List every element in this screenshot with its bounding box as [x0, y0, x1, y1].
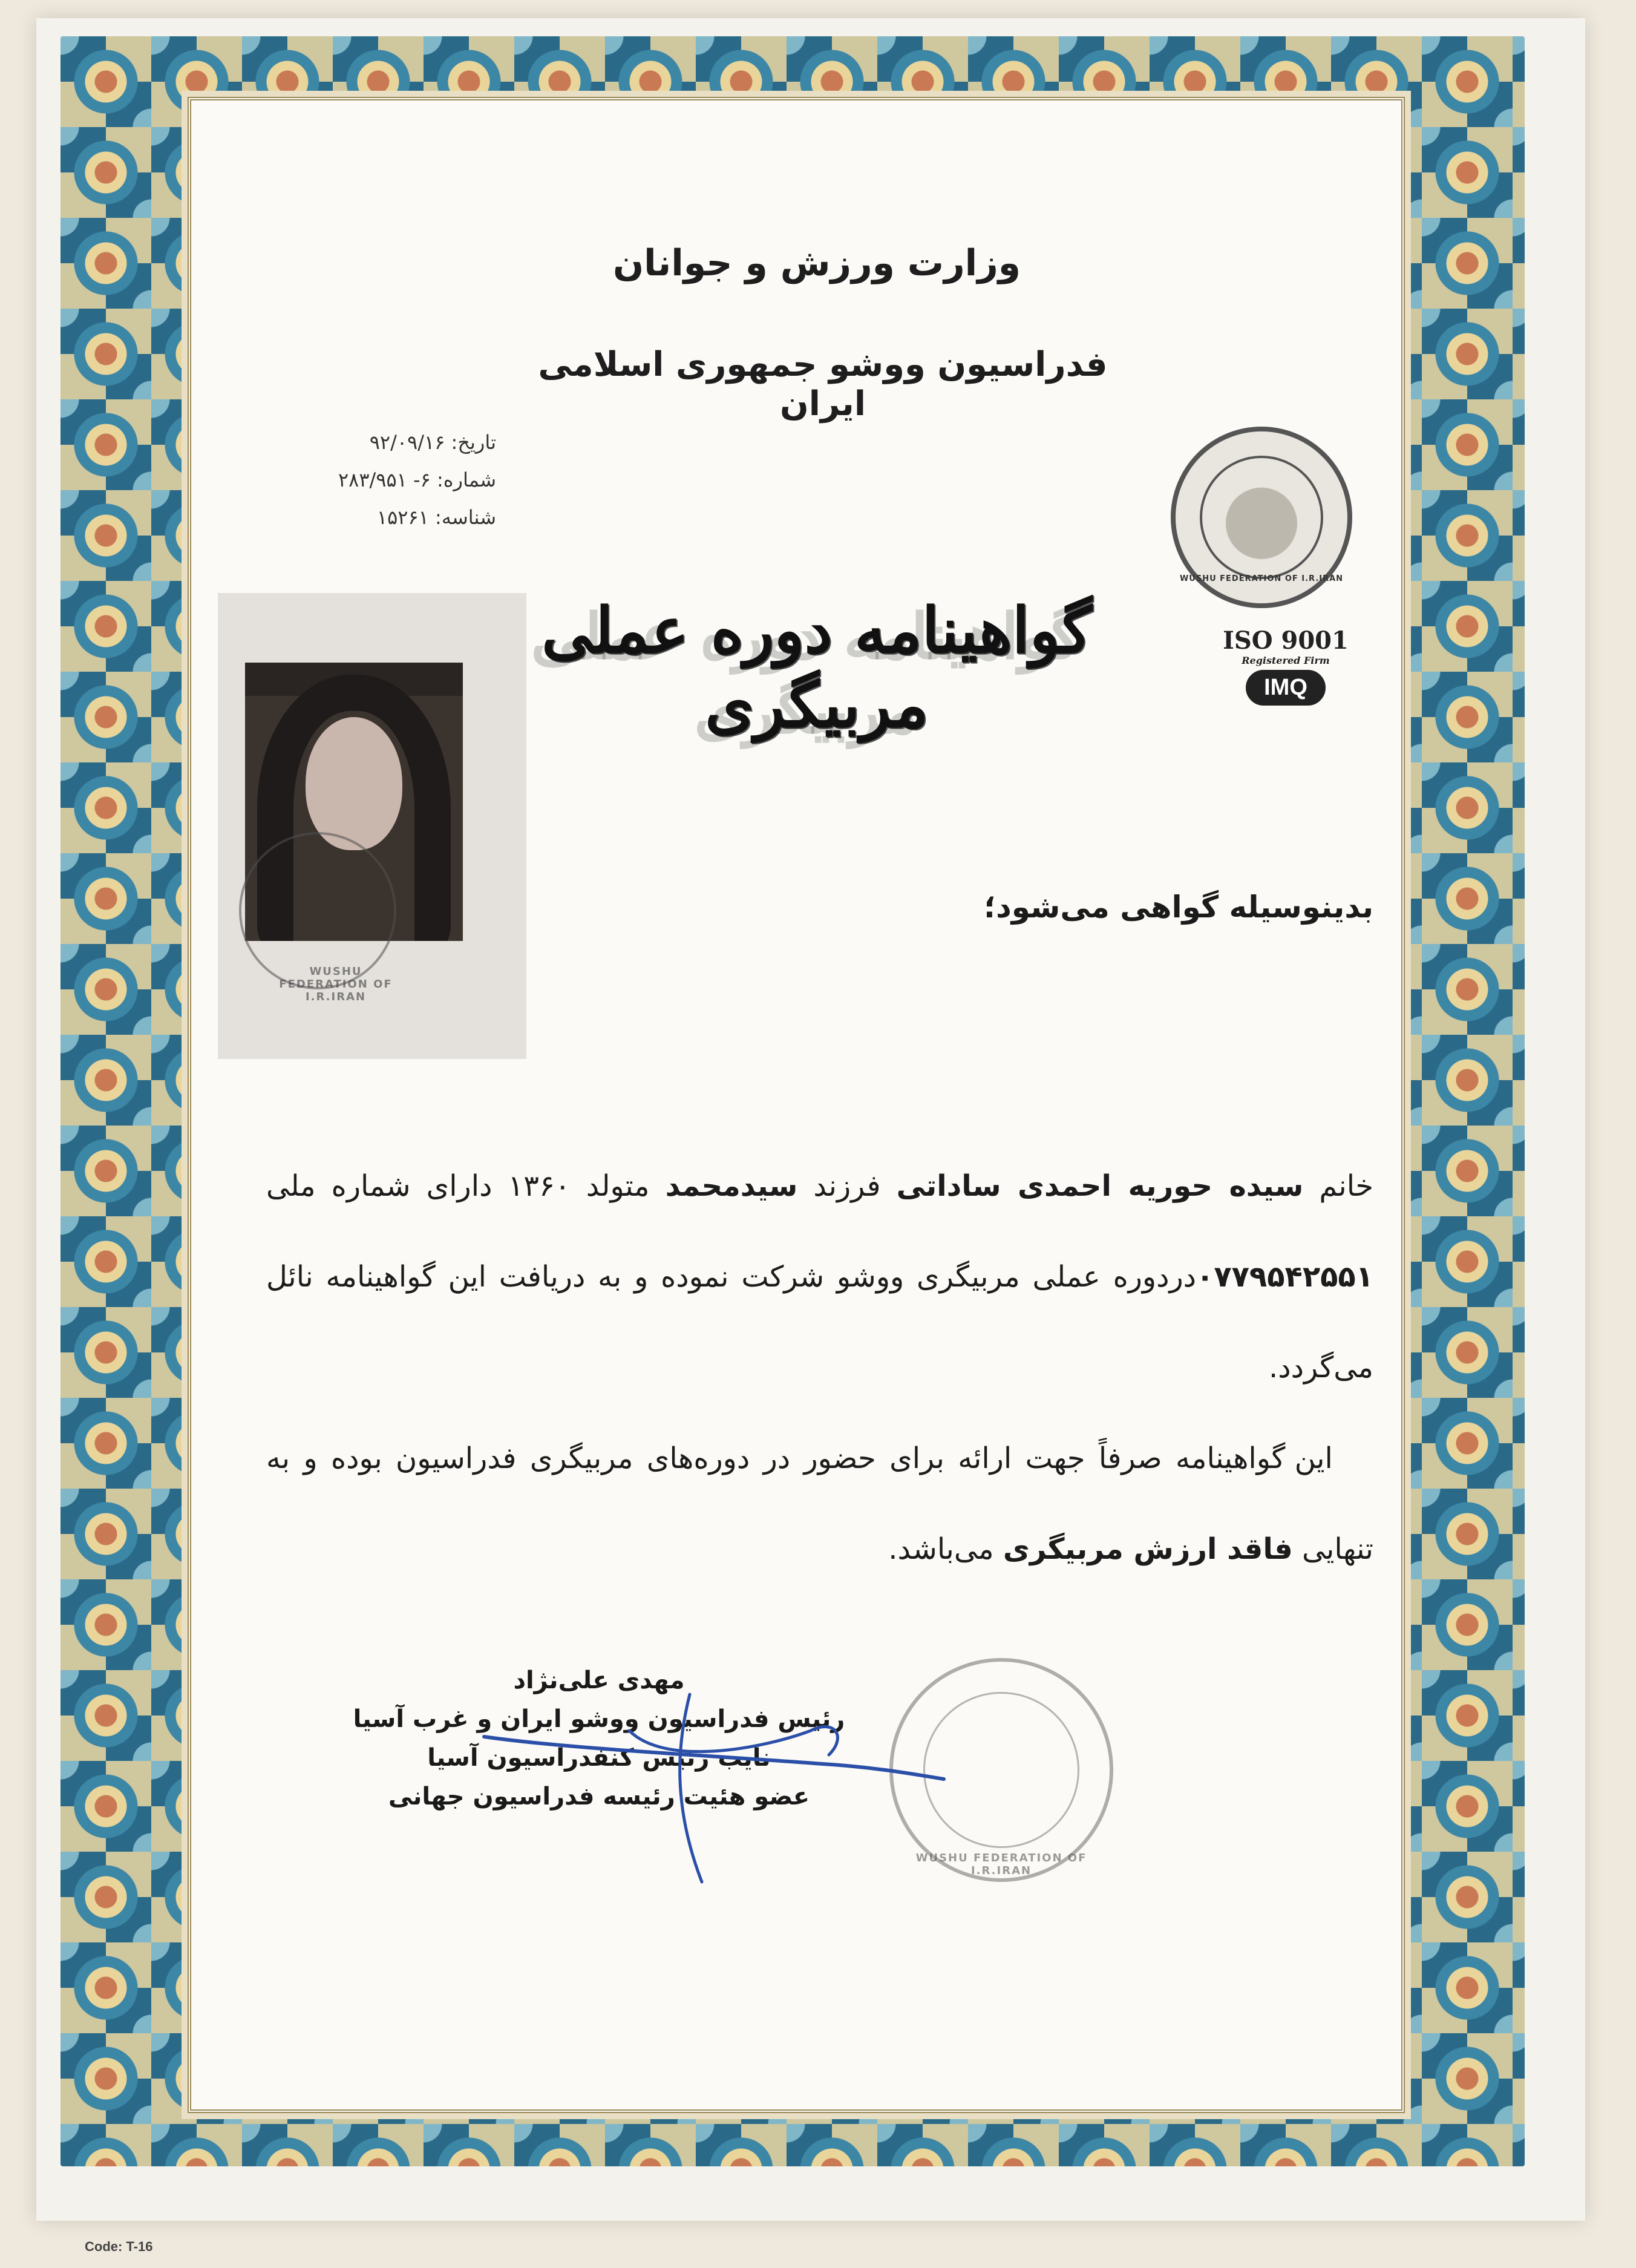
signatory-role-1: رئیس فدراسیون ووشو ایران و غرب آسیا — [353, 1705, 845, 1733]
form-code: Code: T-16 — [85, 2239, 153, 2254]
text-p1-d: دارای شماره ملی — [266, 1169, 508, 1203]
iso-badge — [1210, 626, 1361, 706]
seal-emblem-icon — [1200, 456, 1323, 579]
text-p1-c: متولد ۱۳۶۰ — [508, 1169, 666, 1203]
photo-stamp-text: WUSHU FEDERATION OF I.R.IRAN — [279, 965, 393, 1003]
signatory-role-2: نایب رئیس کنفدراسیون آسیا — [427, 1744, 771, 1772]
text-p1-a: خانم — [1303, 1169, 1373, 1203]
meta-date: تاریخ: ۹۲/۰۹/۱۶ — [369, 431, 496, 454]
handwritten-signature — [448, 1658, 992, 1900]
text-p2-b: فاقد ارزش مربیگری — [1003, 1532, 1293, 1566]
text-p2-c: می‌باشد. — [888, 1532, 1003, 1566]
national-id: ۰۷۷۹۵۴۲۵۵۱ — [1196, 1260, 1373, 1294]
document-meta — [278, 424, 496, 536]
certificate-title: گواهینامه دوره عملی مربیگری — [542, 593, 1092, 742]
text-p1-b: فرزند — [797, 1169, 897, 1203]
text-p1-e: دردوره عملی مربیگری ووشو شرکت نموده و به دریافت این گواهینامه نائل می‌گردد. — [266, 1260, 1373, 1385]
signatory-name: مهدی علی‌نژاد — [513, 1667, 685, 1694]
text-p2-a: این گواهینامه صرفاً جهت ارائه برای حضور در دوره‌های مربیگری فدراسیون بوده و به تنهایی — [266, 1441, 1373, 1566]
iso-registered: Registered Firm — [1242, 655, 1330, 666]
signatory-role-3: عضو هئیت رئیسه فدراسیون جهانی — [388, 1783, 810, 1811]
imq-logo: IMQ — [1246, 670, 1326, 706]
federation-seal-logo — [1171, 427, 1352, 608]
meta-number: شماره: ۶- ۲۸۳/۹۵۱ — [338, 468, 496, 491]
seal-text: WUSHU FEDERATION OF I.R.IRAN — [1179, 574, 1344, 583]
holder-name: سیده حوریه احمدی ساداتی — [896, 1169, 1304, 1203]
signature-stamp-text: WUSHU FEDERATION OF I.R.IRAN — [915, 1852, 1087, 1877]
certificate-text — [266, 1141, 1373, 1594]
father-name: سیدمحمد — [665, 1169, 798, 1203]
federation-heading: فدراسیون ووشو جمهوری اسلامی ایران — [538, 345, 1108, 424]
iso-label: ISO 9001 — [1223, 626, 1349, 655]
meta-id: شناسه: ۱۵۲۶۱ — [376, 506, 496, 529]
attestation-line: بدینوسیله گواهی می‌شود؛ — [984, 890, 1373, 925]
ministry-heading: وزارت ورزش و جوانان — [612, 242, 1021, 284]
